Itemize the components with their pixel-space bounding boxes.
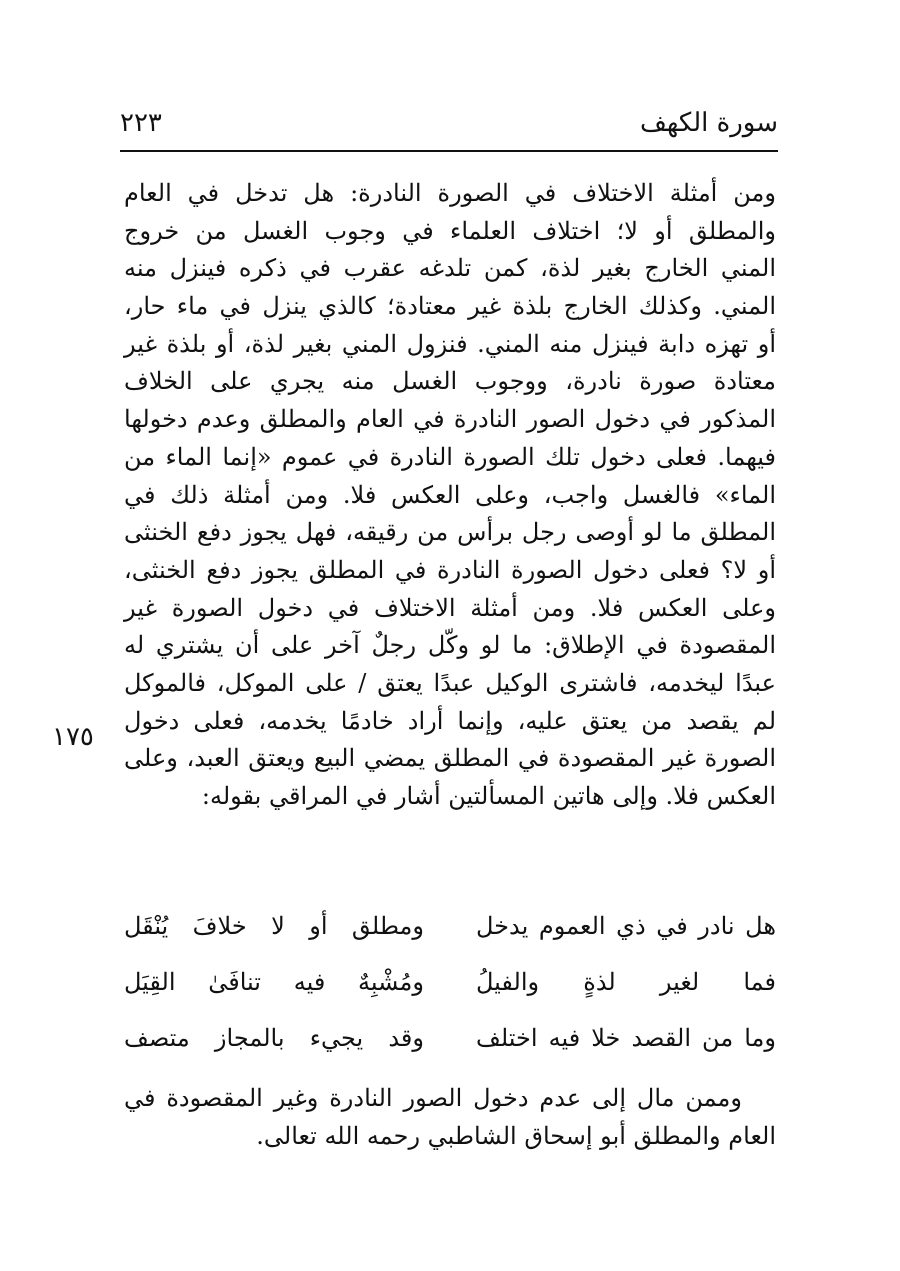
surah-title: سورة الكهف <box>639 108 778 138</box>
text-line: عبدًا ليخدمه، فاشترى الوكيل عبدًا يعتق / على الموكل، فالموكل <box>124 668 776 697</box>
verse-second-hemistich: وقد يجيء بالمجاز متصف <box>124 1024 424 1052</box>
page-header <box>120 108 778 152</box>
text-line: فيهما. فعلى دخول تلك الصورة النادرة في عموم «إنما الماء من <box>124 442 776 471</box>
verse <box>124 954 776 1010</box>
text-line: المني الخارج بغير لذة، كمن تلدغه عقرب في ذكره فينزل منه <box>124 254 776 283</box>
text-line: العكس فلا. وإلى هاتين المسألتين أشار في المراقي بقوله: <box>201 782 776 810</box>
verse <box>124 1010 776 1066</box>
text-line: ومن أمثلة الاختلاف في الصورة النادرة: هل تدخل في العام <box>124 179 776 207</box>
text-line: الماء» فالغسل واجب، وعلى العكس فلا. ومن أمثلة ذلك في <box>124 480 776 509</box>
verse-first-hemistich: فما لغير لذةٍ والفيلُ <box>476 968 776 996</box>
text-line: والمطلق أو لا؛ اختلاف العلماء في وجوب الغسل من خروج <box>124 216 776 245</box>
page-number: ٢٢٣ <box>120 108 162 138</box>
text-line: العام والمطلق أبو إسحاق الشاطبي رحمه الله تعالى. <box>256 1121 776 1150</box>
main-text <box>124 175 776 816</box>
text-line: وممن مال إلى عدم دخول الصور النادرة وغير المقصودة في <box>124 1084 742 1112</box>
verse-second-hemistich: ومُشْبِهٌ فيه تنافَىٰ القِيَل <box>124 968 424 996</box>
margin-page-reference: ١٧٥ <box>52 722 94 752</box>
text-line: لم يقصد من يعتق عليه، وإنما أراد خادمًا يخدمه، فعلى دخول <box>124 706 776 735</box>
text-line: الصورة غير المقصودة في المطلق يمضي البيع ويعتق العبد، وعلى <box>124 744 777 773</box>
text-line: المذكور في دخول الصور النادرة في العام والمطلق وعدم دخولها <box>124 405 776 434</box>
verse-second-hemistich: ومطلق أو لا خلافَ يُنْقَل <box>124 912 424 940</box>
text-line: أو تهزه دابة فينزل منه المني. فنزول المني بغير لذة، أو بلذة غير <box>124 329 776 358</box>
text-line: معتادة صورة نادرة، ووجوب الغسل منه يجري على الخلاف <box>124 367 776 396</box>
text-line: المقصودة في الإطلاق: ما لو وكّل رجلٌ آخر على أن يشتري له <box>124 631 776 660</box>
text-line: وعلى العكس فلا. ومن أمثلة الاختلاف في دخول الصورة غير <box>124 593 776 622</box>
text-line: المطلق ما لو أوصى رجل برأس من رقيقه، فهل يجوز دفع الخنثى <box>124 518 776 547</box>
text-line: المني. وكذلك الخارج بلذة غير معتادة؛ كالذي ينزل في ماء حار، <box>124 292 776 321</box>
header-rule <box>120 150 778 152</box>
text-line: أو لا؟ فعلى دخول الصورة النادرة في المطلق يجوز دفع الخنثى، <box>124 555 776 584</box>
closing-paragraph <box>124 1080 776 1155</box>
poem-verses <box>124 898 776 1066</box>
verse-first-hemistich: هل نادر في ذي العموم يدخل <box>476 912 776 940</box>
verse-first-hemistich: وما من القصد خلا فيه اختلف <box>476 1024 776 1052</box>
verse <box>124 898 776 954</box>
